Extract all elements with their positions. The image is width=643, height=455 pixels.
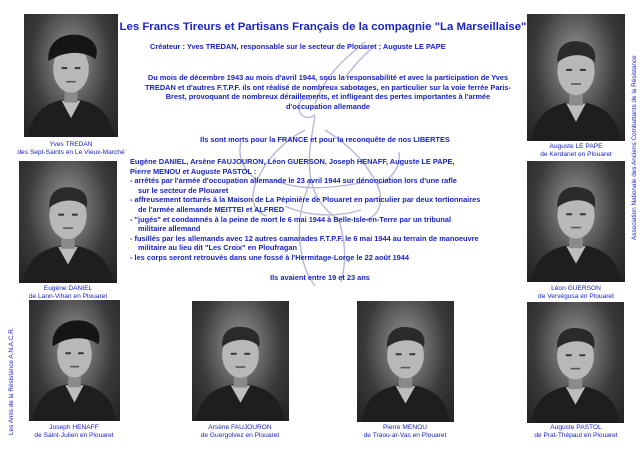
person-place: de Kerdanet en Plouaret [540,151,612,158]
portrait-silhouette [527,302,624,423]
page-title: Les Francs Tireurs et Partisans Français de la compagnie "La Marseillaise" [119,21,527,33]
person-name: Yves TREDAN [49,141,93,148]
caption-pastol [516,424,636,440]
portrait-menou [357,301,454,422]
caption-lepape [516,143,636,159]
person-name: Auguste PASTOL [550,424,602,431]
account-line: - les corps seront retrouvés dans une fossé à l'Hermitage-Lorge le 22 août 1944 [130,252,410,262]
person-name: Auguste LE PAPE [549,143,603,150]
caption-tredan [11,141,131,157]
person-name: Pierre MENOU [383,424,427,431]
caption-daniel [8,285,128,301]
account-line: de l'armée allemande MEITTEI et ALFRED [138,204,285,214]
person-place: de Prat-Thépaut en Plouaret [534,432,618,439]
portrait-silhouette [19,161,117,283]
account-line: - arrêtés par l'armée d'occupation allemande le 23 avril 1944 sur dénonciation lors d'une rafle [130,176,457,186]
person-name: Arsène FAUJOURON [208,424,272,431]
portrait-pastol [527,302,624,423]
account-line: - fusillés par les allemands avec 12 autres camarades F.T.P.F. le 6 mai 1944 au terrain de manoeuvre [130,233,479,243]
left-vertical-credit: Les Amis de la Résistance A.N.A.C.R. [8,327,15,435]
person-place: de Guergolvez en Plouaret [200,432,280,439]
account-line: militaire allemand [138,224,201,234]
person-name: Eugène DANIEL [43,285,93,292]
victims-account [130,157,510,263]
account-line: Pierre MENOU et Auguste PASTOL : [130,166,257,176]
caption-faujouron [180,424,300,440]
account-line: Eugène DANIEL, Arsène FAUJOURON, Léon GUERSON, Joseph HENAFF, Auguste LE PAPE, [130,157,455,166]
portrait-silhouette [527,14,625,141]
portrait-guerson [527,161,625,282]
person-name: Léon GUERSON [551,285,601,292]
caption-menou [345,424,465,440]
portrait-silhouette [24,14,118,137]
portrait-daniel [19,161,117,283]
person-place: de Lann-Vihan en Plouaret [28,293,108,300]
caption-henaff [14,424,134,440]
creator-line: Créateur : Yves TREDAN, responsable sur le secteur de Plouaret ; Auguste LE PAPE [150,42,446,51]
person-place: de Vervégusa en Plouaret [538,293,614,300]
person-place: de Saint-Julien en Plouaret [34,432,114,439]
right-vertical-credit: Association Nationale des Anciens Combattants de la Résistance [631,55,638,240]
person-place: de Traou-ar-Vas en Plouaret [363,432,447,439]
person-name: Joseph HENAFF [49,424,99,431]
intro-paragraph: Du mois de décembre 1943 au mois d'avril 1944, sous la responsabilité et avec la participation de Yves TREDAN et d'autres F.T.P.F. ils ont réalisé de nombreux sabotages, en particulier sur la voie ferrée Paris-Brest, provoquant de nombreux déraillements, et infligeant des pertes importantes à l'armée d'occupation allemande [145,73,511,111]
dead-for-france-line: Ils sont morts pour la FRANCE et pour la reconquête de nos LIBERTES [200,135,450,144]
account-line: militaire au lieu dit "Les Croix" en Ploufragan [138,243,297,253]
account-line: - affreusement torturés à la Maison de La Pépinière de Plouaret en particulier par deux tortionnaires [130,195,481,205]
portrait-silhouette [527,161,625,282]
account-line: sur le secteur de Plouaret [138,185,229,195]
portrait-henaff [29,300,120,421]
person-place: des Sept-Saints en Le Vieux-Marché [17,149,125,156]
portrait-lepape [527,14,625,141]
portrait-silhouette [192,301,289,421]
portrait-silhouette [29,300,120,421]
account-line: - "jugés" et condamnés à la peine de mort le 6 mai 1944 à Belle-Isle-en-Terre par un tribunal [130,214,452,224]
age-line: Ils avaient entre 19 et 23 ans [270,273,370,282]
portrait-silhouette [357,301,454,422]
caption-guerson [516,285,636,301]
portrait-faujouron [192,301,289,421]
portrait-tredan [24,14,118,137]
